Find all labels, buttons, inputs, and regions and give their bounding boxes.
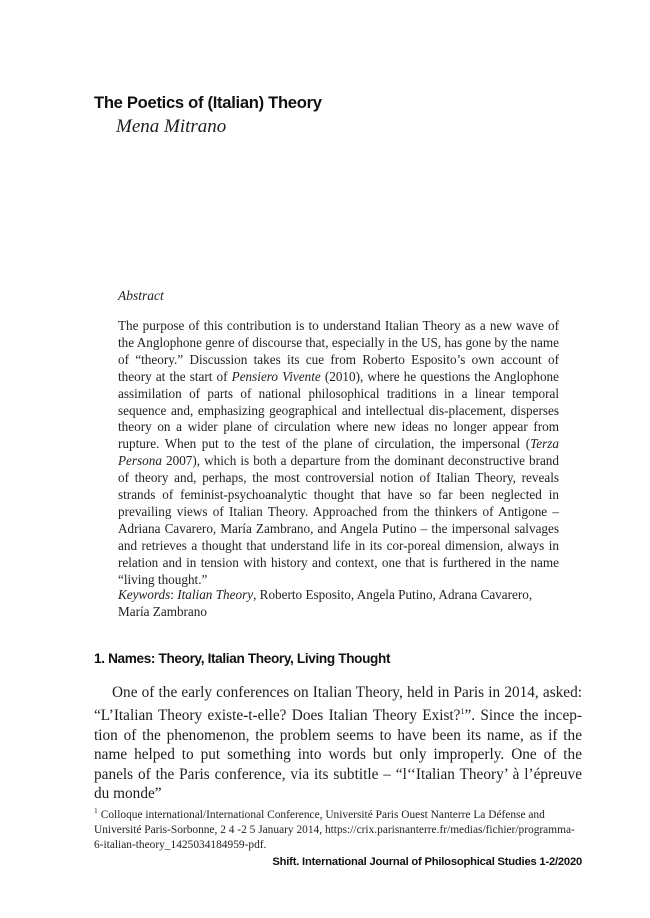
article-title: The Poetics of (Italian) Theory: [94, 93, 322, 112]
article-author: Mena Mitrano: [116, 116, 227, 137]
abstract-text-part-2: (2010), where he questions the Anglophone assimilation of parts of national philosophical traditions in a linear temporal sequence and, emphasizing geographical and intellectual dis-placement, disperses theory on a wider plane of circulation where new ideas no longer appear from rupture. When put to the test of the plane of circulation, the impersonal (: [118, 368, 559, 452]
abstract-text-part-1: The purpose of this contribution is to understand Italian Theory as a new wave of the Anglophone genre of discourse that, especially in the US, has gone by the name of “theory.” Discussion takes its cue from Roberto Esposito’s own account of theory at the start of: [118, 318, 559, 384]
abstract-title-terza-persona: Terza Persona: [118, 436, 559, 469]
abstract-text-part-3: 2007), which is both a departure from the dominant deconstructive brand of theory and, perhaps, the most controversial notion of Italian Theory, reveals strands of feminist-psychoanalytic thought that have so far been neglected in prevailing views of Italian Theory. Approached from the thinkers of Antigone – Adriana Cavarero, María Zambrano, and Angela Putino – the impersonal salvages and retrieves a thought that understand life in its cor-poreal dimension, always in relation and in tension with history and context, one that is furthered in the name “living thought.”: [118, 453, 559, 587]
section-body-text-1: One of the early conferences on Italian Theory, held in Paris in 2014, asked: “L’Italian Theory existe-t-elle? Does Italian Theory Exist?: [94, 684, 582, 725]
abstract-title-pensiero-vivente: Pensiero Vivente: [231, 368, 321, 384]
keywords-label: Keywords: [118, 587, 171, 602]
footnote-marker: 1: [94, 806, 98, 815]
keyword-italian-theory: Italian Theory: [177, 587, 254, 602]
keywords: [118, 586, 559, 620]
keywords-list: , Roberto Esposito, Angela Putino, Adrana Cavarero, María Zambrano: [118, 587, 533, 619]
footnote: [94, 803, 582, 853]
abstract-body: [118, 318, 559, 589]
journal-footer: Shift. International Journal of Philosophical Studies 1-2/2020: [272, 856, 582, 868]
section-heading: 1. Names: Theory, Italian Theory, Living Thought: [94, 651, 391, 666]
section-body-text-2: ”. Since the incep-tion of the phenomenon, the problem seems to have been its name, as if the name helped to put something into words but only improperly. One of the panels of the Paris conference, via its subtitle – “l‘‘Italian Theory’ à l’épreuve du monde”: [94, 707, 582, 803]
footnote-reference[interactable]: 1: [460, 707, 465, 717]
abstract-heading: Abstract: [118, 288, 164, 303]
keywords-colon: :: [170, 587, 178, 602]
section-body: [94, 683, 582, 804]
footnote-text: Colloque international/International Conference, Université Paris Ouest Nanterre La Défense and Université Paris-Sorbonne, 2 4 -2 5 January 2014, https://crix.parisnanterre.fr/medias/fichier/programma-6-italian-theory_1425034184959-pdf.: [94, 808, 575, 851]
